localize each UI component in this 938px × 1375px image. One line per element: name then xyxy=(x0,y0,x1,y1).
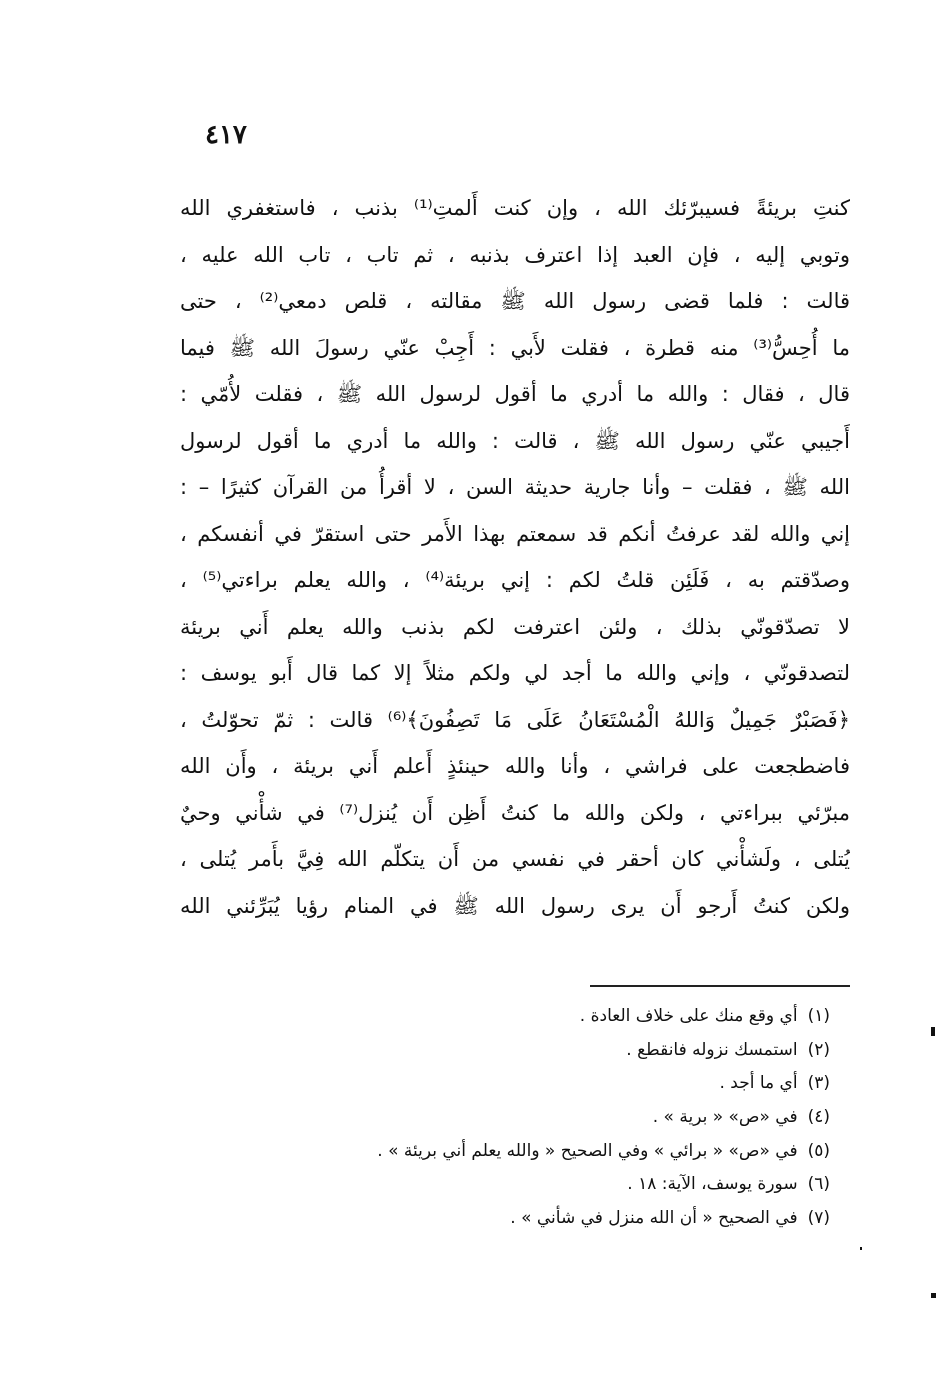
text-line: ما أُحِسُّ⁽³⁾ منه قطرة ، فقلت لأَبي : أَجِبْ عنّي رسولَ الله ﷺ فيما xyxy=(180,335,850,360)
text-line: لا تصدّقونّي بذلك ، ولئن اعترفت لكم بذنب والله يعلم أَني بريئة xyxy=(180,614,850,639)
footnote xyxy=(320,1202,830,1236)
text-line: يُتلى ، ولَشأْني كان أحقر في نفسي من أَن يتكلّم الله فِيَّ بأَمر يُتلى ، xyxy=(180,847,850,871)
footnote-number: (٥) xyxy=(807,1140,830,1161)
footnote-number: (٢) xyxy=(807,1039,830,1060)
text-line: مبرّئي ببراءتي ، ولكن والله ما كنتُ أَظِن أَن يُنزل⁽⁷⁾ في شأْني وحيٌ xyxy=(180,800,850,825)
text-line: فاضطجعت على فراشي ، وأنا والله حينئذٍ أَعلم أَني بريئة ، وأَن الله xyxy=(180,754,850,778)
scan-speck xyxy=(931,1293,936,1298)
text-line: قالت : فلما قضى رسول الله ﷺ مقالته ، قلص دمعي⁽²⁾ ، حتى xyxy=(180,289,850,313)
footnote xyxy=(320,1101,830,1135)
text-line: لتصدقونّي ، وإني والله ما أجد لي ولكم مثلاً إلا كما قال أَبو يوسف : xyxy=(180,661,850,685)
scan-speck xyxy=(931,1027,935,1036)
text-line: قال ، فقال : والله ما أدري ما أقول لرسول الله ﷺ ، فقلت لأُمّي : xyxy=(180,382,850,406)
text-line: أَجيبي عنّي رسول الله ﷺ ، قالت : والله ما أدري ما أقول لرسول xyxy=(180,428,850,453)
text-line: وتوبي إليه ، فإن العبد إذا اعترف بذنبه ، ثم تاب ، تاب الله عليه ، xyxy=(180,242,850,267)
footnote-text: في «ص» « برية » . xyxy=(652,1107,798,1128)
main-text xyxy=(180,185,850,929)
footnote-text: استمسك نزوله فانقطع . xyxy=(626,1039,798,1060)
footnote xyxy=(320,1135,830,1169)
text-line: وصدّقتم به ، فَلَئِن قلتُ لكم : إني بريئة⁽⁴⁾ ، والله يعلم براءتي⁽⁵⁾ ، xyxy=(180,568,850,592)
footnote xyxy=(320,1000,830,1034)
footnote-number: (١) xyxy=(807,1006,830,1026)
footnotes xyxy=(320,1000,830,1236)
footnote-number: (٦) xyxy=(807,1174,830,1195)
text-line: الله ﷺ ، فقلت – وأنا جارية حديثة السن ، لا أقرأُ من القرآن كثيرًا – : xyxy=(180,475,850,499)
scan-speck xyxy=(860,1247,862,1250)
footnote xyxy=(320,1034,830,1068)
text-line: ولكن كنتُ أَرجو أَن يرى رسول الله ﷺ في المنام رؤيا يُبَرِّئني الله xyxy=(180,893,850,918)
footnote-text: أي ما أجد . xyxy=(719,1073,798,1094)
footnote-number: (٤) xyxy=(807,1107,830,1128)
footnote xyxy=(320,1067,830,1101)
page-number: ٤١٧ xyxy=(205,120,247,150)
footnote-text: في «ص» « برائي » وفي الصحيح « والله يعلم أني بريئة » . xyxy=(377,1140,798,1161)
footnote-text: أي وقع منك على خلاف العادة . xyxy=(579,1006,798,1026)
text-line: إني والله لقد عرفتُ أنكم قد سمعتم بهذا الأَمر حتى استقرّ في أنفسكم ، xyxy=(180,521,850,546)
footnote-text: سورة يوسف، الآية: ١٨ . xyxy=(627,1174,798,1195)
footnote-number: (٣) xyxy=(807,1073,830,1094)
footnote xyxy=(320,1168,830,1202)
footnote-text: في الصحيح « أن الله منزل في شأني » . xyxy=(510,1208,798,1229)
text-line: ﴿فَصَبْرٌ جَمِيلٌ وَاللهُ الْمُسْتَعَانُ عَلَى مَا تَصِفُونَ﴾⁽⁶⁾ قالت : ثمّ تحوّلتُ ، xyxy=(180,707,850,732)
footnote-number: (٧) xyxy=(807,1208,830,1229)
footnote-separator xyxy=(590,985,850,987)
text-line: كنتِ بريئةً فسيبرّئك الله ، وإن كنت أَلمتِ⁽¹⁾ بذنب ، فاستغفري الله xyxy=(180,196,850,220)
